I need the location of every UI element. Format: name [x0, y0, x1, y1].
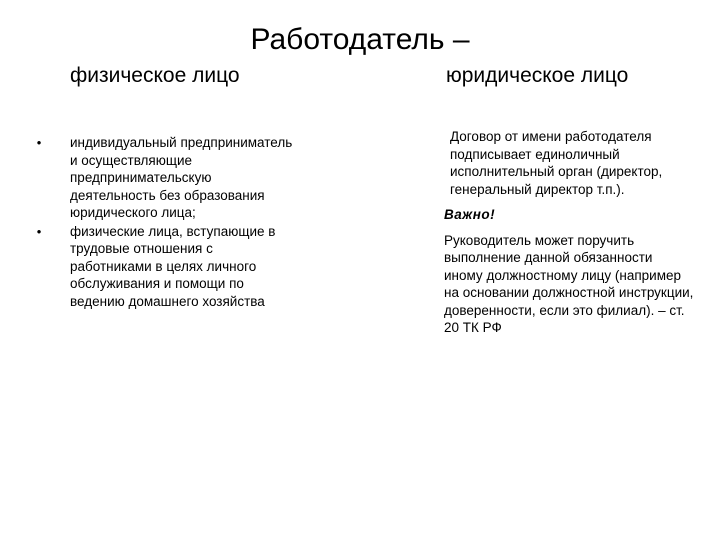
delegation-paragraph: Руководитель может поручить выполнение данной обязанности иному должностному лицу (например на основании должностной инструкции, доверенности, если это филиал). – ст. 20 ТК РФ [444, 232, 694, 335]
list-item-text: индивидуальный предприниматель и осуществляющие предпринимательскую деятельность без образования юридического лица; [70, 135, 293, 220]
slide-title [0, 22, 720, 58]
bullet-icon: • [36, 223, 42, 239]
bullet-icon: • [36, 135, 42, 150]
list-item [34, 223, 294, 311]
left-column-heading: физическое лицо [70, 64, 240, 87]
left-bullet-list [34, 134, 294, 310]
right-column-text [444, 128, 694, 337]
slide-title-text: Работодатель – [250, 23, 470, 56]
right-column-heading: юридическое лицо [446, 64, 629, 87]
list-item [34, 134, 294, 222]
list-item-text: физические лица, вступающие в трудовые отношения с работниками в целях личного обслуживания и помощи по ведению домашнего хозяйства [70, 223, 276, 309]
signing-paragraph: Договор от имени работодателя подписывает единоличный исполнительный орган (директор, генеральный директор т.п.). [450, 129, 663, 197]
important-label: Важно! [444, 207, 496, 222]
